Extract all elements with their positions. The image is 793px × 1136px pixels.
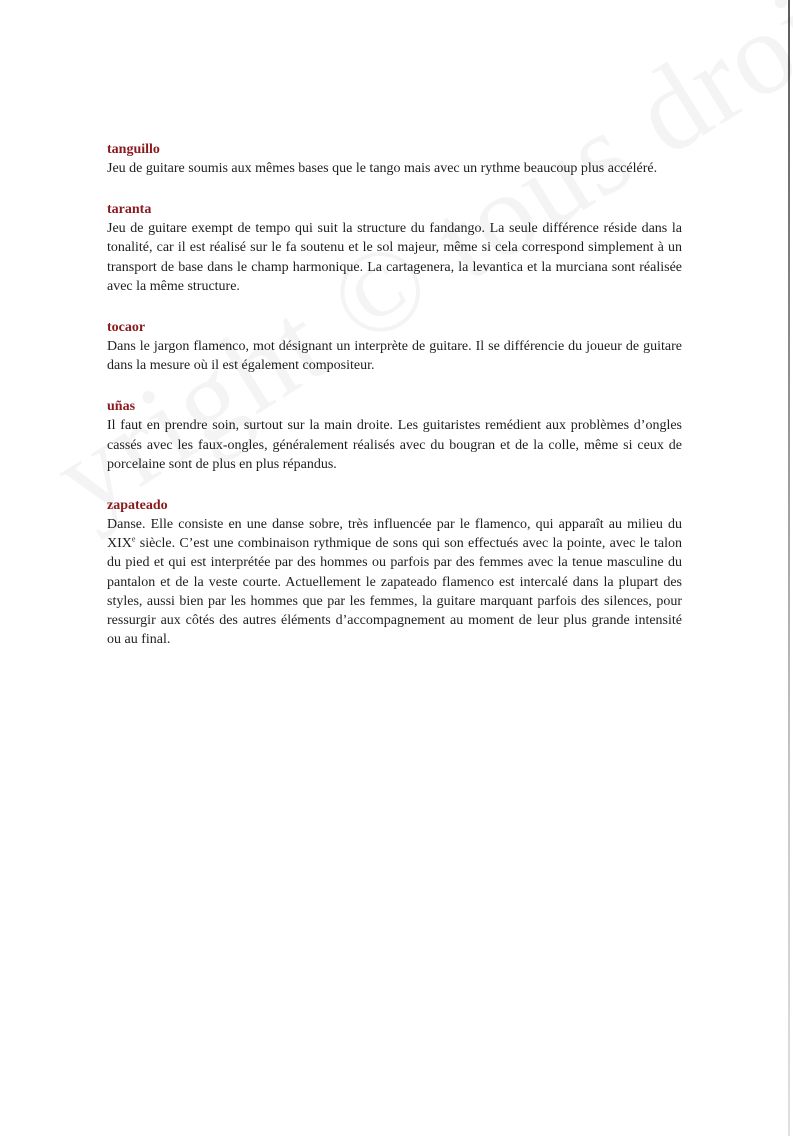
glossary-definition [107, 515, 682, 649]
glossary-entry-zapateado [107, 496, 682, 649]
glossary-entry-tanguillo [107, 140, 682, 178]
glossary-term: zapateado [107, 498, 168, 514]
glossary-definition: Dans le jargon flamenco, mot désignant un interprète de guitare. Il se différencie du joueur de guitare dans la mesure où il est également compositeur. [107, 339, 682, 374]
glossary-term: tocaor [107, 320, 146, 336]
definition-text-start: Danse. Elle consiste en une danse sobre, très influencée par le flamenco, qui apparaît au milieu du XIX [107, 517, 682, 552]
century-superscript: e [131, 534, 136, 544]
glossary-term: taranta [107, 202, 152, 218]
glossary-definition: Jeu de guitare exempt de tempo qui suit la structure du fandango. La seule différence réside dans la tonalité, car il est réalisé sur le fa soutenu et le sol majeur, même si cela correspond simplement à un transport de base dans le champ harmonique. La cartagenera, la levantica et la murciana sont réalisée avec la même structure. [107, 221, 682, 294]
glossary-term: uñas [107, 399, 136, 415]
page-edge [788, 0, 790, 1136]
glossary-entry-unas [107, 397, 682, 474]
glossary-definition: Il faut en prendre soin, surtout sur la main droite. Les guitaristes remédient aux problèmes d’ongles cassés avec les faux-ongles, généralement réalisés avec du bougran et de la colle, même si ceux de porcelaine sont de plus en plus répandus. [107, 418, 682, 472]
definition-text-end: siècle. C’est une combinaison rythmique de sons qui son effectués avec la pointe, avec le talon du pied et qui est interprétée par des hommes ou parfois par des femmes avec la tenue masculine du pantalon et de la veste courte. Actuellement le zapateado flamenco est intercalé dans la plupart des styles, aussi bien par les hommes que par les femmes, la guitare marquant parfois des silences, pour ressurgir aux côtés des autres éléments d’accompagnement au moment de leur plus grande intensité ou au final. [107, 536, 682, 648]
glossary-entry-tocaor [107, 318, 682, 375]
glossary-term: tanguillo [107, 142, 160, 157]
glossary-entry-taranta [107, 200, 682, 296]
glossary-definition: Jeu de guitare soumis aux mêmes bases que le tango mais avec un rythme beaucoup plus accéléré. [107, 161, 658, 176]
glossary-page [107, 140, 682, 671]
